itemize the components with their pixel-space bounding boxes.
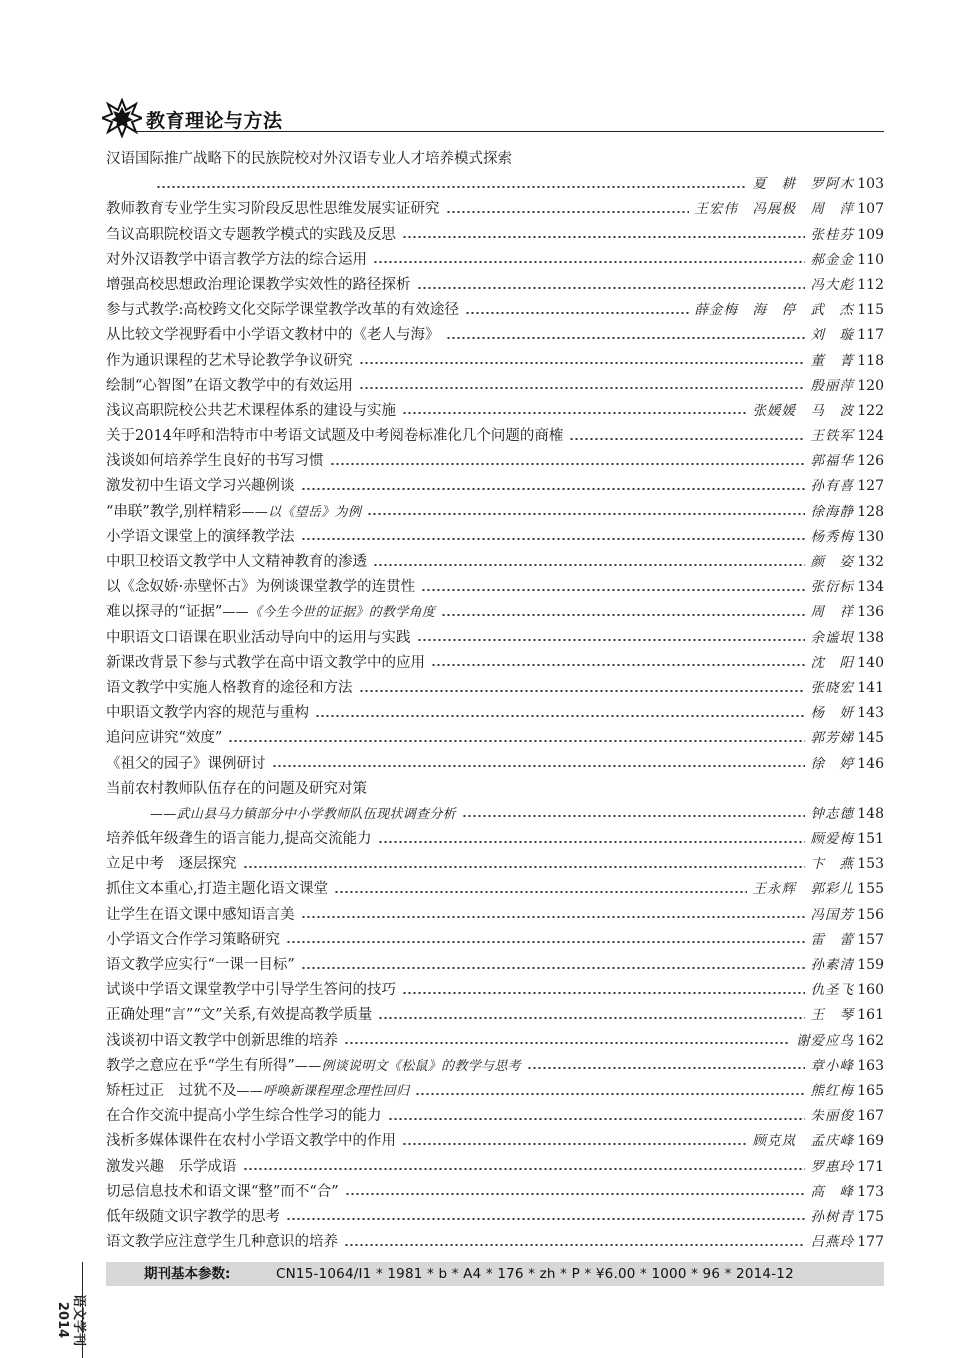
toc-title-text: 语文教学应实行“一课一目标”: [106, 957, 295, 973]
starburst-icon: [102, 98, 142, 138]
dot-leader: [402, 412, 747, 414]
dot-leader: [446, 337, 805, 339]
toc-entry-author: 殷丽萍: [810, 377, 854, 394]
toc-entry-page: 134: [857, 579, 884, 596]
toc-entry-author: 吕燕玲: [810, 1234, 854, 1251]
toc-title-text: 正确处理“言”“文”关系,有效提高教学质量: [106, 1007, 373, 1024]
toc-entry: [106, 928, 884, 953]
toc-entry-title: [106, 1003, 372, 1028]
toc-title-text: 以《念奴娇·赤壁怀古》为例谈课堂教学的连贯性: [106, 579, 416, 596]
toc-subtitle-text: ——呼唤新课程理念理性回归: [236, 1083, 410, 1099]
toc-entry-author: 熊红梅: [810, 1082, 854, 1099]
toc-entry-title: [106, 1205, 280, 1230]
toc-entry-page: 155: [857, 881, 884, 898]
toc-entry-author: 杨秀梅: [810, 528, 854, 545]
toc-entry-page: 126: [857, 453, 884, 470]
dot-leader: [421, 589, 804, 591]
toc-entry: [106, 903, 884, 928]
toc-entry-author: 谢爱应鸟: [796, 1032, 854, 1049]
toc-entry-page: 145: [857, 730, 884, 747]
toc-entry-author: 冯大彪: [810, 276, 854, 293]
toc-title-text: 《祖父的园子》课例研讨: [106, 755, 266, 772]
dot-leader: [301, 967, 805, 969]
toc-entry-author: 章小峰: [810, 1057, 854, 1074]
toc-entry-title: [106, 1054, 521, 1079]
dot-leader: [286, 1218, 805, 1220]
toc-title-text: 小学语文合作学习策略研究: [106, 931, 280, 948]
toc-entry-title: [106, 500, 361, 525]
dot-leader: [569, 438, 804, 440]
parameters-value: CN15-1064/I1 * 1981 * b * A4 * 176 * zh * P * ¥6.00 * 1000 * 96 * 2014-12: [276, 1266, 794, 1282]
journal-parameters-bar: [106, 1262, 884, 1286]
toc-entry-author: 孙有喜: [810, 478, 854, 495]
dot-leader: [243, 1168, 805, 1170]
toc-entry-title: [106, 600, 435, 625]
toc-entry: [106, 752, 884, 777]
toc-entry-page: 112: [857, 276, 884, 293]
toc-entry-author: 罗惠玲: [810, 1158, 854, 1175]
header-rule: [134, 131, 884, 132]
toc-entry-author: 徐 婷: [810, 755, 854, 772]
toc-title-text: 关于2014年呼和浩特市中考语文试题及中考阅卷标准化几个问题的商榷: [106, 428, 564, 445]
toc-entry-title: [106, 978, 396, 1003]
dot-leader: [301, 538, 805, 540]
toc-entry: [106, 877, 884, 902]
toc-entry-title: [106, 575, 415, 600]
toc-entry-author: 张桂芬: [810, 226, 854, 243]
toc-entry-author: 王铁军: [810, 428, 854, 445]
toc-entry-title: [106, 525, 295, 550]
toc-entry-title: [106, 424, 563, 449]
toc-entry: [106, 827, 884, 852]
toc-entry: [106, 651, 884, 676]
toc-entry-title: [106, 726, 222, 751]
toc-entry-author: 卞 燕: [810, 856, 854, 873]
toc-entry-title: [106, 626, 411, 651]
toc-entry-author: 郭芳娣: [810, 730, 854, 747]
dot-leader: [402, 236, 805, 238]
toc-entry-title: [106, 399, 396, 424]
toc-title-text: 教师教育专业学生实习阶段反思性思维发展实证研究: [106, 201, 440, 218]
toc-title-text: 立足中考 逐层探究: [106, 856, 237, 873]
section-title: 教育理论与方法: [146, 110, 283, 132]
toc-entry-page: 156: [857, 906, 884, 923]
toc-entry-author: 董 菁: [810, 352, 854, 369]
toc-entry-title: [106, 651, 425, 676]
toc-entry: [106, 449, 884, 474]
table-of-contents: [106, 147, 884, 1255]
toc-entry-author: 冯国芳: [810, 906, 854, 923]
toc-entry: [106, 349, 884, 374]
toc-title-text: 增强高校思想政治理论课教学实效性的路径探析: [106, 276, 411, 293]
dot-leader: [527, 1067, 805, 1069]
toc-entry: [106, 1230, 884, 1255]
toc-entry-page: 173: [857, 1183, 884, 1200]
toc-entry-title: [106, 349, 353, 374]
dot-leader: [359, 690, 805, 692]
parameters-label: 期刊基本参数:: [144, 1266, 231, 1282]
toc-entry: [106, 1205, 884, 1230]
toc-entry: [106, 399, 884, 424]
toc-entry: [106, 323, 884, 348]
toc-title-text: 浅谈初中语文教学中创新思维的培养: [106, 1032, 338, 1049]
dot-leader: [156, 186, 747, 188]
toc-title-text: 汉语国际推广战略下的民族院校对外汉语专业人才培养模式探索: [106, 151, 512, 167]
dot-leader: [228, 740, 804, 742]
toc-title-text: 让学生在语文课中感知语言美: [106, 906, 295, 923]
toc-title-text: 教学之意应在乎“学生有所得”: [106, 1057, 295, 1074]
toc-entry: [106, 474, 884, 499]
toc-entry: [106, 1003, 884, 1028]
toc-entry-page: 107: [857, 201, 884, 218]
toc-entry-author: 徐海静: [810, 503, 854, 520]
toc-title-text: 浅谈如何培养学生良好的书写习惯: [106, 453, 324, 470]
toc-entry-author: 颜 姿: [810, 554, 854, 570]
toc-title-text: 刍议高职院校语文专题教学模式的实践及反思: [106, 226, 396, 243]
toc-entry: [106, 1129, 884, 1154]
toc-title-text: 绘制“心智图”在语文教学中的有效运用: [106, 377, 353, 394]
toc-entry: [106, 1079, 884, 1104]
toc-title-text: 参与式教学:高校跨文化交际学课堂教学改革的有效途径: [106, 302, 459, 319]
journal-year: 2014: [55, 1301, 70, 1339]
toc-entry-title: [106, 374, 353, 399]
toc-title-text: 低年级随文识字教学的思考: [106, 1208, 280, 1225]
toc-entry-author: 顾爱梅: [810, 831, 854, 848]
toc-entry-title: [106, 877, 328, 902]
toc-entry: [106, 978, 884, 1003]
toc-title-text: 对外汉语教学中语言教学方法的综合运用: [106, 251, 367, 268]
toc-entry-title: [106, 550, 367, 575]
toc-entry-author: 薛金梅 海 停 武 杰: [694, 302, 854, 319]
toc-entry-author: 王宏伟 冯展极 周 萍: [694, 201, 854, 218]
dot-leader: [402, 992, 805, 994]
toc-title-text: 激发初中生语文学习兴趣例谈: [106, 478, 295, 495]
toc-entry-title: [106, 147, 512, 172]
toc-entry: [106, 424, 884, 449]
toc-subtitle-text: ——以《望岳》为例: [241, 504, 362, 520]
toc-title-text: 抓住文本重心,打造主题化语文课堂: [106, 881, 329, 898]
toc-entry-author: 张衍标: [810, 579, 854, 596]
toc-entry-page: 151: [857, 831, 884, 848]
toc-entry: [106, 600, 884, 625]
dot-leader: [431, 664, 805, 666]
toc-entry-title: [106, 1230, 338, 1255]
toc-entry-author: 孙树青: [810, 1208, 854, 1225]
dot-leader: [315, 715, 805, 717]
toc-entry: [106, 726, 884, 751]
toc-entry: [106, 626, 884, 651]
toc-entry-page: 117: [857, 327, 884, 344]
toc-entry-page: 124: [857, 428, 884, 445]
toc-entry-page: 146: [857, 755, 884, 772]
dot-leader: [359, 362, 805, 364]
toc-entry-page: 162: [857, 1032, 884, 1049]
toc-entry-page: 159: [857, 957, 884, 973]
toc-entry: [106, 550, 884, 575]
toc-title-text: 新课改背景下参与式教学在高中语文教学中的应用: [106, 654, 425, 671]
toc-title-text: 切忌信息技术和语文课“整”而不“合”: [106, 1183, 339, 1200]
toc-entry-author: 仇圣飞: [810, 982, 854, 999]
toc-entry: [106, 953, 884, 978]
toc-entry-title: [106, 449, 324, 474]
toc-title-text: 从比较文学视野看中小学语文教材中的《老人与海》: [106, 327, 440, 344]
journal-mark: [40, 1290, 100, 1350]
dot-leader: [330, 463, 805, 465]
toc-entry-page: 115: [857, 302, 884, 319]
toc-entry-title: [106, 474, 295, 499]
dot-leader: [344, 1244, 805, 1246]
toc-entry-title: [106, 1029, 338, 1054]
toc-title-text: 作为通识课程的艺术导论教学争议研究: [106, 352, 353, 369]
toc-entry: [106, 1104, 884, 1129]
toc-entry-page: 153: [857, 856, 884, 873]
toc-entry-title: [106, 852, 237, 877]
toc-title-text: 浅析多媒体课件在农村小学语文教学中的作用: [106, 1133, 396, 1150]
dot-leader: [373, 261, 805, 263]
toc-entry-title: [106, 701, 309, 726]
dot-leader: [286, 941, 805, 943]
toc-entry-author: 钟志德: [810, 805, 854, 822]
toc-entry-page: 175: [857, 1208, 884, 1225]
toc-entry-author: 王 琴: [810, 1007, 854, 1024]
dot-leader: [301, 916, 805, 918]
dot-leader: [272, 765, 805, 767]
dot-leader: [441, 614, 804, 616]
dot-leader: [243, 866, 805, 868]
toc-entry-title: [150, 802, 456, 827]
toc-entry-page: 103: [857, 176, 884, 193]
dot-leader: [301, 488, 805, 490]
toc-entry-title: [106, 676, 353, 701]
toc-entry-author: 孙素清: [810, 957, 854, 973]
toc-entry-author: 张晓宏: [810, 679, 854, 696]
toc-entry-title: [106, 223, 396, 248]
toc-entry: [106, 1054, 884, 1079]
toc-entry-author: 夏 耕 罗阿木: [752, 176, 854, 193]
toc-entry-title: [106, 928, 280, 953]
toc-entry-author: 王永辉 郭彩儿: [752, 881, 854, 898]
toc-entry-page: 118: [857, 352, 884, 369]
dot-leader: [367, 513, 804, 515]
toc-entry-page: 148: [857, 805, 884, 822]
toc-entry: [106, 298, 884, 323]
dot-leader: [402, 1143, 747, 1145]
toc-title-text: 激发兴趣 乐学成语: [106, 1158, 237, 1175]
dot-leader: [415, 1093, 804, 1095]
toc-entry: [106, 525, 884, 550]
toc-entry-author: 雷 蕾: [810, 931, 854, 948]
toc-entry: [106, 172, 884, 197]
toc-entry-title: [106, 1180, 339, 1205]
toc-title-text: 中职语文口语课在职业活动导向中的运用与实践: [106, 629, 411, 646]
toc-entry-title: [106, 1079, 409, 1104]
toc-entry-title: [106, 298, 459, 323]
toc-entry: [106, 676, 884, 701]
toc-entry: [106, 852, 884, 877]
toc-entry-author: 郭福华: [810, 453, 854, 470]
dot-leader: [446, 211, 689, 213]
toc-entry-page: 140: [857, 654, 884, 671]
toc-entry: [106, 500, 884, 525]
toc-entry: [106, 273, 884, 298]
toc-subtitle-text: ——《今生今世的证据》的教学角度: [222, 605, 436, 621]
toc-entry: [106, 802, 884, 827]
toc-subtitle-text: ——武山县马力镇部分中小学教师队伍现状调查分析: [150, 806, 456, 822]
toc-entry-page: 130: [857, 528, 884, 545]
toc-entry-page: 157: [857, 931, 884, 948]
dot-leader: [462, 815, 805, 817]
toc-entry-page: 177: [857, 1234, 884, 1251]
toc-entry-author: 张媛媛 马 波: [752, 402, 854, 419]
toc-entry-page: 128: [857, 503, 884, 520]
toc-entry-page: 127: [857, 478, 884, 495]
toc-entry-title: [106, 273, 411, 298]
toc-entry: [106, 147, 884, 172]
dot-leader: [344, 1042, 790, 1044]
toc-entry-author: 郝金金: [810, 251, 854, 268]
journal-name: 语文学刊: [71, 1293, 86, 1346]
toc-entry-title: [106, 903, 295, 928]
toc-entry-author: 刘 璇: [810, 327, 854, 344]
toc-entry-title: [106, 752, 266, 777]
toc-entry-title: [106, 1155, 237, 1180]
toc-entry: [106, 197, 884, 222]
toc-title-text: 矫枉过正 过犹不及: [106, 1082, 237, 1099]
toc-title-text: 浅议高职院校公共艺术课程体系的建设与实施: [106, 402, 396, 419]
toc-title-text: 中职卫校语文教学中人文精神教育的渗透: [106, 554, 367, 570]
toc-entry: [106, 248, 884, 273]
toc-entry-page: 143: [857, 705, 884, 722]
toc-entry-page: 132: [857, 554, 884, 570]
toc-title-text: 难以探寻的“证据”: [106, 604, 223, 621]
toc-title-text: “串联”教学,别样精彩: [106, 503, 242, 520]
section-header: [98, 98, 884, 138]
toc-entry: [106, 777, 884, 802]
toc-entry-page: 169: [857, 1133, 884, 1150]
toc-entry-page: 136: [857, 604, 884, 621]
dot-leader: [345, 1193, 805, 1195]
toc-title-text: 当前农村教师队伍存在的问题及研究对策: [106, 780, 367, 797]
toc-entry-author: 余谧垠: [810, 629, 854, 646]
toc-entry-title: [106, 323, 440, 348]
dot-leader: [465, 312, 689, 314]
dot-leader: [373, 564, 805, 566]
toc-entry-page: 171: [857, 1158, 884, 1175]
toc-entry-page: 120: [857, 377, 884, 394]
toc-entry-page: 160: [857, 982, 884, 999]
toc-title-text: 中职语文教学内容的规范与重构: [106, 705, 309, 722]
toc-entry-title: [106, 248, 367, 273]
toc-entry: [106, 374, 884, 399]
dot-leader: [388, 1118, 805, 1120]
toc-title-text: 语文教学中实施人格教育的途径和方法: [106, 679, 353, 696]
toc-entry-page: 167: [857, 1108, 884, 1125]
toc-title-text: 语文教学应注意学生几种意识的培养: [106, 1234, 338, 1251]
toc-entry-page: 110: [857, 251, 884, 268]
toc-entry-author: 朱丽俊: [810, 1108, 854, 1125]
toc-entry-page: 109: [857, 226, 884, 243]
toc-entry-page: 163: [857, 1057, 884, 1074]
toc-entry-author: 周 祥: [810, 604, 854, 621]
dot-leader: [359, 387, 805, 389]
toc-entry-title: [106, 197, 440, 222]
toc-title-text: 试谈中学语文课堂教学中引导学生答问的技巧: [106, 982, 396, 999]
toc-entry-page: 138: [857, 629, 884, 646]
toc-entry-title: [106, 777, 367, 802]
toc-entry: [106, 223, 884, 248]
toc-entry-author: 顾克岚 孟庆峰: [752, 1133, 854, 1150]
toc-entry-page: 161: [857, 1007, 884, 1024]
toc-title-text: 培养低年级聋生的语言能力,提高交流能力: [106, 831, 372, 848]
toc-entry-page: 141: [857, 679, 884, 696]
toc-title-text: 追问应讲究“效度”: [106, 730, 223, 747]
toc-entry-title: [106, 1104, 382, 1129]
toc-entry: [106, 701, 884, 726]
dot-leader: [417, 287, 805, 289]
toc-entry-author: 沈 阳: [810, 654, 854, 671]
toc-entry: [106, 1155, 884, 1180]
toc-entry: [106, 1029, 884, 1054]
toc-entry-title: [106, 953, 295, 978]
toc-entry-page: 165: [857, 1082, 884, 1099]
toc-subtitle-text: ——例谈说明文《松鼠》的教学与思考: [294, 1058, 521, 1074]
toc-title-text: 在合作交流中提高小学生综合性学习的能力: [106, 1108, 382, 1125]
toc-entry-title: [106, 827, 372, 852]
dot-leader: [378, 1017, 804, 1019]
dot-leader: [378, 841, 805, 843]
toc-entry-author: 高 峰: [810, 1183, 854, 1200]
dot-leader: [417, 639, 805, 641]
toc-entry-title: [106, 1129, 396, 1154]
toc-title-text: 小学语文课堂上的演绎教学法: [106, 528, 295, 545]
dot-leader: [334, 891, 746, 893]
toc-entry: [106, 575, 884, 600]
toc-entry-page: 122: [857, 402, 884, 419]
toc-entry-author: 杨 妍: [810, 705, 854, 722]
toc-entry: [106, 1180, 884, 1205]
